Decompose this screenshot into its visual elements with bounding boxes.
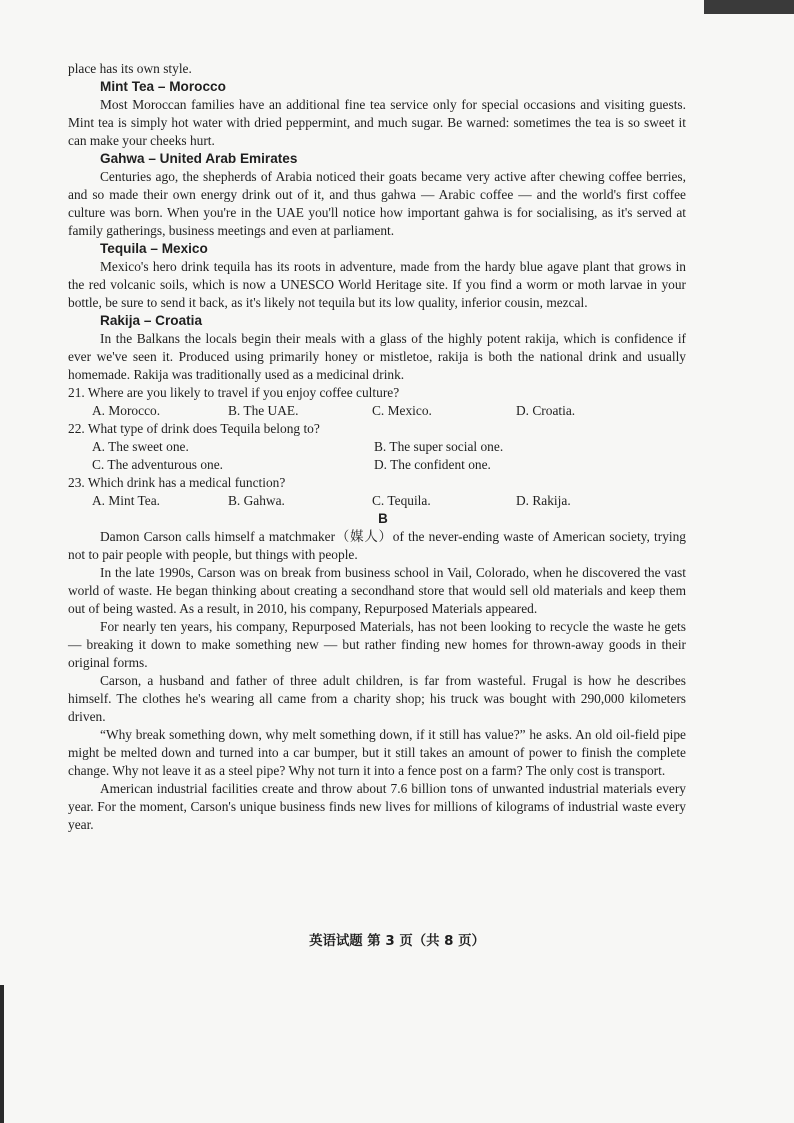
heading-mint-tea: Mint Tea – Morocco (100, 79, 226, 94)
question-21 (68, 384, 686, 420)
passage-b-paragraph-5: “Why break something down, why melt something down, if it still has value?” he asks. An old oil-field pipe might be melted down and turned into a car bumper, but it still takes an amount of power to finish the complete change. Why not leave it as a steel pipe? Why not turn it into a fence post on a farm? The only cost is transport. (68, 727, 686, 778)
intro-tail: place has its own style. (68, 61, 192, 76)
question-23-options (68, 492, 686, 510)
q23-option-d: D. Rakija. (516, 493, 571, 508)
scan-edge-mark-top (704, 0, 794, 14)
question-22-options-row2 (68, 456, 686, 474)
passage-b-paragraph-2: In the late 1990s, Carson was on break from business school in Vail, Colorado, when he discovered the vast world of waste. He began thinking about creating a secondhand store that would sell old materials and keep them out of being wasted. As a result, in 2010, his company, Repurposed Materials appeared. (68, 565, 686, 616)
section-b-label: B (378, 511, 388, 526)
question-21-stem: 21. Where are you likely to travel if you enjoy coffee culture? (68, 385, 400, 400)
drink-section-mint-tea (68, 78, 686, 150)
q21-option-b: B. The UAE. (228, 403, 299, 418)
q22-option-d: D. The confident one. (374, 457, 491, 472)
heading-rakija: Rakija – Croatia (100, 313, 202, 328)
passage-b-paragraph-1: Damon Carson calls himself a matchmaker（媒人）of the never-ending waste of American society, trying not to pair people with people, but things with people. (68, 529, 686, 562)
q21-option-c: C. Mexico. (372, 403, 432, 418)
drink-section-gahwa (68, 150, 686, 240)
question-22-stem: 22. What type of drink does Tequila belong to? (68, 421, 320, 436)
question-21-options (68, 402, 686, 420)
drink-section-rakija (68, 312, 686, 384)
q23-option-a: A. Mint Tea. (92, 493, 160, 508)
q21-option-a: A. Morocco. (92, 403, 161, 418)
exam-page-body (68, 60, 686, 834)
passage-b-paragraph-4: Carson, a husband and father of three adult children, is far from wasteful. Frugal is how he describes himself. The clothes he's wearing all came from a charity shop; his truck was bought with 290,000 kilometers driven. (68, 673, 686, 724)
q21-option-d: D. Croatia. (516, 403, 576, 418)
heading-gahwa: Gahwa – United Arab Emirates (100, 151, 298, 166)
paragraph-rakija: In the Balkans the locals begin their meals with a glass of the highly potent rakija, which is confidence if ever we've seen it. Produced using primarily honey or mistletoe, rakija is both the national drink and usually homemade. Rakija was traditionally used as a medicinal drink. (68, 331, 686, 382)
paragraph-mint-tea: Most Moroccan families have an additional fine tea service only for special occasions and visiting guests. Mint tea is simply hot water with dried peppermint, and much sugar. Be warned: sometimes the tea is so sweet it can make your cheeks hurt. (68, 97, 686, 148)
question-23-stem: 23. Which drink has a medical function? (68, 475, 286, 490)
q23-option-b: B. Gahwa. (228, 493, 285, 508)
paragraph-gahwa: Centuries ago, the shepherds of Arabia noticed their goats became very active after chewing coffee berries, and so made their own energy drink out of it, and thus gahwa — Arabic coffee — and the world's first coffee culture was born. When you're in the UAE you'll notice how important gahwa is for socialising, as it's served at family gatherings, business meetings and even at parliament. (68, 169, 686, 238)
q22-option-b: B. The super social one. (374, 439, 504, 454)
q22-option-c: C. The adventurous one. (92, 457, 224, 472)
question-22 (68, 420, 686, 474)
heading-tequila: Tequila – Mexico (100, 241, 208, 256)
question-23 (68, 474, 686, 510)
q22-option-a: A. The sweet one. (92, 439, 189, 454)
passage-b-paragraph-3: For nearly ten years, his company, Repurposed Materials, has not been looking to recycle the waste he gets — breaking it down to make something new — but rather finding new homes for thrown-away goods in their original forms. (68, 619, 686, 670)
q23-option-c: C. Tequila. (372, 493, 431, 508)
scan-edge-mark-left (0, 985, 4, 1123)
page-footer: 英语试题 第 3 页（共 8 页） (309, 934, 485, 949)
drink-section-tequila (68, 240, 686, 312)
paragraph-tequila: Mexico's hero drink tequila has its roots in adventure, made from the hardy blue agave plant that grows in the red volcanic soils, which is now a UNESCO World Heritage site. If you find a worm or moth larvae in your bottle, be sure to send it back, as it's likely not tequila but its low quality, inferior cousin, mezcal. (68, 259, 686, 310)
question-22-options-row1 (68, 438, 686, 456)
passage-b-paragraph-6: American industrial facilities create and throw about 7.6 billion tons of unwanted industrial materials every year. For the moment, Carson's unique business finds new lives for millions of kilograms of industrial waste every year. (68, 781, 686, 832)
